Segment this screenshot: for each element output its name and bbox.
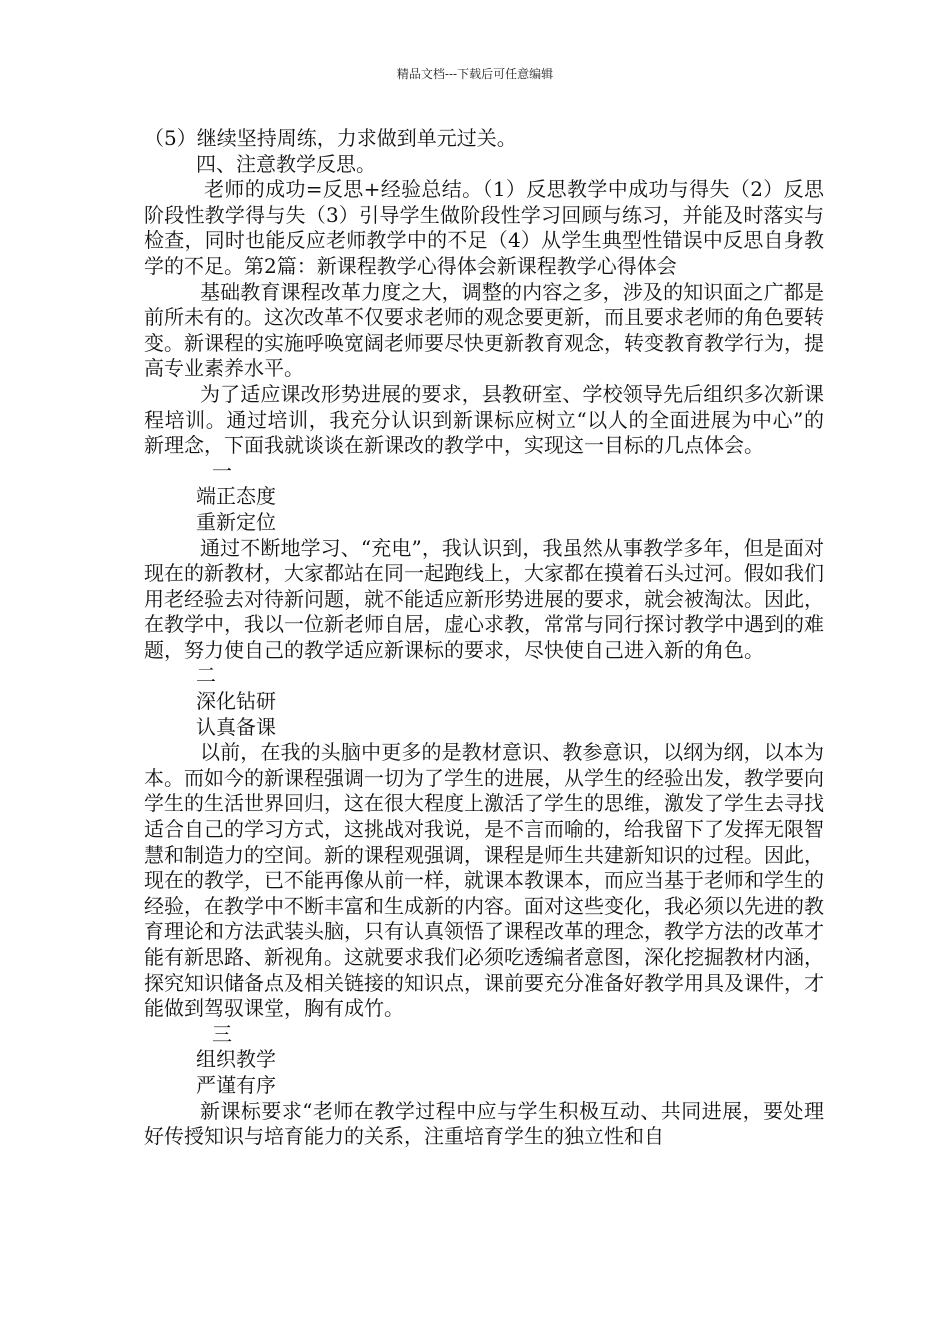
section-heading: 严谨有序 [196,1072,276,1097]
section-number: 三 [212,1021,232,1046]
section-heading: 端正态度 [196,484,276,509]
section-number: 二 [196,663,216,688]
section-heading: 认真备课 [196,714,276,739]
paragraph: 基础教育课程改革力度之大，调整的内容之多，涉及的知识面之广都是前所未有的。这次改革不仅要求老师的观念要更新，而且要求老师的角色要转变。新课程的实施呼唤宽阔老师要尽快更新教育观念，转变教育教学行为，提高专业素养水平。 [144,279,824,381]
paragraph: （5）继续坚持周练，力求做到单元过关。 [144,126,517,150]
section-heading: 深化钻研 [196,689,276,714]
paragraph: 老师的成功=反思+经验总结。（1）反思教学中成功与得失（2）反思阶段性教学得与失（3）引导学生做阶段性学习回顾与练习，并能及时落实与检查，同时也能反应老师教学中的不足（4）从学生典型性错误中反思自身教学的不足。第2篇：新课程教学心得体会新课程教学心得体会 [144,177,824,278]
paragraph: 以前，在我的头脑中更多的是教材意识、教参意识，以纲为纲，以本为本。而如今的新课程强调一切为了学生的进展，从学生的经验出发，教学要向学生的生活世界回归，这在很大程度上激活了学生的思维，激发了学生去寻找适合自己的学习方式，这挑战对我说，是不言而喻的，给我留下了发挥无限智慧和制造力的空间。新的课程观强调，课程是师生共建新知识的过程。因此，现在的教学，已不能再像从前一样，就课本教课本，而应当基于老师和学生的经验，在教学中不断丰富和生成新的内容。面对这些变化，我必须以先进的教育理论和方法武装头脑，只有认真领悟了课程改革的理念，教学方法的改革才能有新思路、新视角。这就要求我们必须吃透编者意图，深化挖掘教材内涵，探究知识储备点及相关链接的知识点，课前要充分准备好教学用具及课件，才能做到驾驭课堂，胸有成竹。 [144,740,824,1021]
paragraph: 通过不断地学习、“充电”，我认识到，我虽然从事教学多年，但是面对现在的新教材，大家都站在同一起跑线上，大家都在摸着石头过河。假如我们用老经验去对待新问题，就不能适应新形势进展的要求，就会被淘汰。因此，在教学中，我以一位新老师自居，虚心求教，常常与同行探讨教学中遇到的难题，努力使自己的教学适应新课标的要求，尽快使自己进入新的角色。 [144,535,824,662]
section-heading: 组织教学 [196,1047,276,1072]
paragraph: 新课标要求“老师在教学过程中应与学生积极互动、共同进展，要处理好传授知识与培育能力的关系，注重培育学生的独立性和自 [144,1098,824,1149]
document-body [144,126,824,1150]
section-heading: 四、注意教学反思。 [196,151,376,176]
section-heading: 重新定位 [196,509,276,534]
section-number: 一 [212,458,232,483]
paragraph: 为了适应课改形势进展的要求，县教研室、学校领导先后组织多次新课程培训。通过培训，我充分认识到新课标应树立“以人的全面进展为中心”的新理念，下面我就谈谈在新课改的教学中，实现这一目标的几点体会。 [144,381,824,458]
page-header: 精品文档---下载后可任意编辑 [396,67,554,81]
